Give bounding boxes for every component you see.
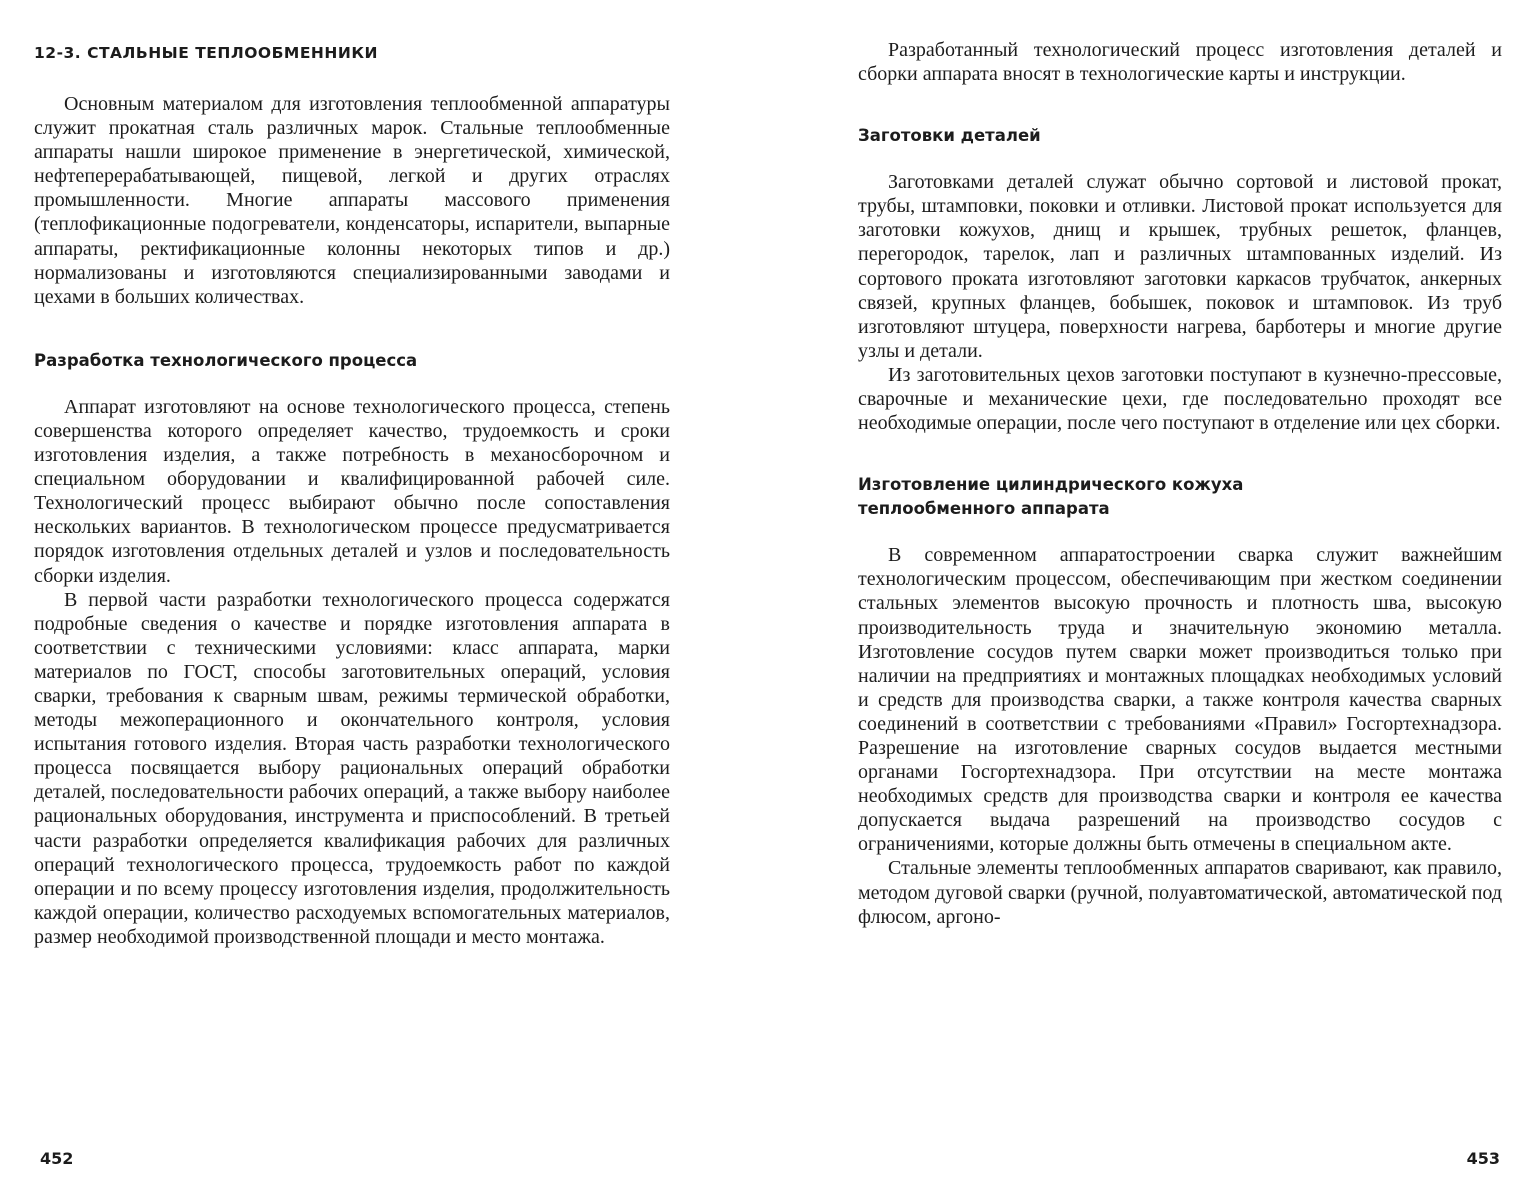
welding-paragraph-2: Стальные элементы теплообменных аппаратов сваривают, как правило, методом дуговой сварки (ручной, полуавтоматической, автоматической под флюсом, аргоно-: [858, 857, 1502, 928]
section-heading-shell: [858, 473, 1502, 521]
page-number-left: 452: [40, 1149, 74, 1168]
process-paragraph-2: В первой части разработки технологического процесса содержатся подробные сведения о качестве и порядке изготовления аппарата в соответствии с техническими условиями: класс аппарата, марки материалов по ГОСТ, способы заготовительных операций, условия сварки, требования к сварным швам, режимы термической обработки, методы межоперационного и окончательного контроля, условия испытания готового изделия. Вторая часть разработки технологического процесса посвящается выбору рациональных операций обработки деталей, последовательности рабочих операций, а также выбору наиболее рациональных оборудования, инструмента и приспособлений. В третьей части разработки определяется квалификация рабочих для различных операций технологического процесса, трудоемкость работ по каждой операции и по всему процессу изготовления изделия, продолжительность каждой операции, количество расходуемых вспомогательных материалов, размер необходимой производственной площади и место монтажа.: [34, 588, 670, 948]
section-heading-shell-line2: теплообменного аппарата: [858, 499, 1110, 519]
section-heading-blanks: Заготовки деталей: [858, 126, 1041, 146]
right-page: [820, 0, 1532, 1190]
continuation-paragraph: Разработанный технологический процесс изготовления деталей и сборки аппарата вносят в технологические карты и инструкции.: [858, 39, 1502, 86]
welding-paragraph-1: В современном аппаратостроении сварка служит важнейшим технологическим процессом, обеспечивающим при жестком соединении стальных элементов высокую прочность и плотность шва, высокую производительность труда и значительную экономию металла. Изготовление сосудов путем сварки может производиться только при наличии на предприятиях и монтажных площадках необходимых условий и средств для производства сварки, а также контроля качества сварных соединений в соответствии с требованиями «Правил» Госгортехнадзора. Разрешение на изготовление сварных сосудов выдается местными органами Госгортехнадзора. При отсутствии на месте монтажа необходимых средств для производства сварки и контроля ее качества допускается выдача разрешений на производство сосудов с ограничениями, которые должны быть отмечены в специальном акте.: [858, 544, 1502, 856]
process-paragraph-1: Аппарат изготовляют на основе технологического процесса, степень совершенства которого определяет качество, трудоемкость и сроки изготовления изделия, а также потребность в механосборочном и специальном оборудовании и квалифицированной рабочей силе. Технологический процесс выбирают обычно после сопоставления нескольких вариантов. В технологическом процессе предусматривается порядок изготовления отдельных деталей и узлов и последовательность сборки изделия.: [34, 395, 670, 587]
intro-paragraph: Основным материалом для изготовления теплообменной аппаратуры служит прокатная сталь различных марок. Стальные теплообменные аппараты нашли широкое применение в энергетической, химической, нефтеперерабатывающей, пищевой, легкой и других отраслях промышленности. Многие аппараты массового применения (теплофикационные подогреватели, конденсаторы, испарители, выпарные аппараты, ректификационные колонны некоторых типов и др.) нормализованы и изготовляются специализированными заводами и цехами в больших количествах.: [34, 93, 670, 308]
left-page: [0, 0, 700, 1190]
section-heading-shell-line1: Изготовление цилиндрического кожуха: [858, 475, 1244, 495]
blanks-paragraph-2: Из заготовительных цехов заготовки поступают в кузнечно-прессовые, сварочные и механические цехи, где последовательно проходят все необходимые операции, после чего поступают в отделение или цех сборки.: [858, 363, 1502, 435]
section-heading-process: Разработка технологического процесса: [34, 350, 418, 370]
chapter-title: 12-3. СТАЛЬНЫЕ ТЕПЛООБМЕННИКИ: [34, 44, 378, 62]
page-number-right: 453: [1466, 1149, 1500, 1168]
blanks-paragraph-1: Заготовками деталей служат обычно сортовой и листовой прокат, трубы, штамповки, поковки и отливки. Листовой прокат используется для заготовки кожухов, днищ и крышек, трубных решеток, фланцев, перегородок, тарелок, лап и различных штампованных изделий. Из сортового проката изготовляют заготовки каркасов трубчаток, анкерных связей, крупных фланцев, бобышек, поковок и штамповок. Из труб изготовляют штуцера, поверхности нагрева, барботеры и многие другие узлы и детали.: [858, 171, 1502, 362]
